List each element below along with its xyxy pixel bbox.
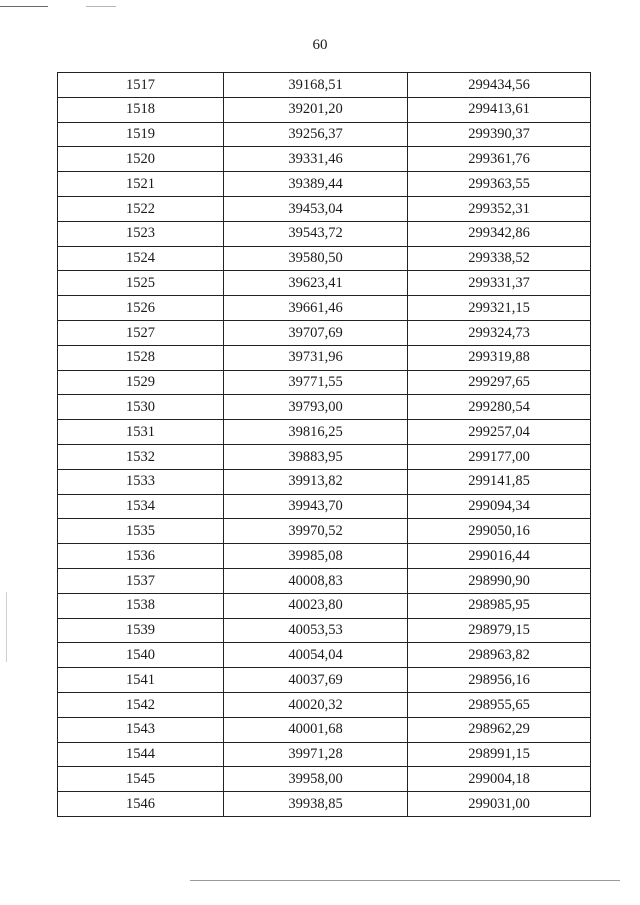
table-row	[58, 668, 591, 693]
x-coordinate-cell: 39816,25	[224, 420, 408, 445]
point-number-cell: 1544	[58, 742, 224, 767]
table-row	[58, 97, 591, 122]
point-number-cell: 1545	[58, 767, 224, 792]
x-coordinate-cell: 39389,44	[224, 172, 408, 197]
table-row	[58, 296, 591, 321]
y-coordinate-cell: 299031,00	[408, 792, 591, 817]
point-number-cell: 1524	[58, 246, 224, 271]
point-number-cell: 1532	[58, 444, 224, 469]
point-number-cell: 1540	[58, 643, 224, 668]
y-coordinate-cell: 299321,15	[408, 296, 591, 321]
x-coordinate-cell: 39201,20	[224, 97, 408, 122]
x-coordinate-cell: 39168,51	[224, 73, 408, 98]
y-coordinate-cell: 299352,31	[408, 196, 591, 221]
point-number-cell: 1539	[58, 618, 224, 643]
point-number-cell: 1533	[58, 469, 224, 494]
table-row	[58, 593, 591, 618]
point-number-cell: 1546	[58, 792, 224, 817]
x-coordinate-cell: 40008,83	[224, 568, 408, 593]
point-number-cell: 1531	[58, 420, 224, 445]
table-row	[58, 271, 591, 296]
y-coordinate-cell: 299413,61	[408, 97, 591, 122]
point-number-cell: 1534	[58, 494, 224, 519]
y-coordinate-cell: 298956,16	[408, 668, 591, 693]
coordinates-table	[57, 72, 591, 817]
x-coordinate-cell: 39793,00	[224, 395, 408, 420]
y-coordinate-cell: 299363,55	[408, 172, 591, 197]
x-coordinate-cell: 40054,04	[224, 643, 408, 668]
point-number-cell: 1537	[58, 568, 224, 593]
x-coordinate-cell: 39985,08	[224, 544, 408, 569]
y-coordinate-cell: 299280,54	[408, 395, 591, 420]
scan-artifact-line	[6, 592, 7, 662]
table-row	[58, 395, 591, 420]
x-coordinate-cell: 39938,85	[224, 792, 408, 817]
y-coordinate-cell: 298991,15	[408, 742, 591, 767]
table-row	[58, 420, 591, 445]
point-number-cell: 1517	[58, 73, 224, 98]
y-coordinate-cell: 298979,15	[408, 618, 591, 643]
y-coordinate-cell: 299324,73	[408, 320, 591, 345]
table-row	[58, 246, 591, 271]
point-number-cell: 1525	[58, 271, 224, 296]
table-row	[58, 717, 591, 742]
x-coordinate-cell: 39661,46	[224, 296, 408, 321]
point-number-cell: 1527	[58, 320, 224, 345]
y-coordinate-cell: 298990,90	[408, 568, 591, 593]
table-row	[58, 767, 591, 792]
x-coordinate-cell: 39971,28	[224, 742, 408, 767]
y-coordinate-cell: 298962,29	[408, 717, 591, 742]
point-number-cell: 1528	[58, 345, 224, 370]
point-number-cell: 1529	[58, 370, 224, 395]
point-number-cell: 1518	[58, 97, 224, 122]
x-coordinate-cell: 39256,37	[224, 122, 408, 147]
x-coordinate-cell: 39543,72	[224, 221, 408, 246]
y-coordinate-cell: 299257,04	[408, 420, 591, 445]
y-coordinate-cell: 298963,82	[408, 643, 591, 668]
point-number-cell: 1530	[58, 395, 224, 420]
table-row	[58, 469, 591, 494]
table-row	[58, 221, 591, 246]
x-coordinate-cell: 39731,96	[224, 345, 408, 370]
point-number-cell: 1520	[58, 147, 224, 172]
table-row	[58, 643, 591, 668]
x-coordinate-cell: 39913,82	[224, 469, 408, 494]
table-row	[58, 742, 591, 767]
y-coordinate-cell: 299434,56	[408, 73, 591, 98]
x-coordinate-cell: 39883,95	[224, 444, 408, 469]
table-row	[58, 320, 591, 345]
y-coordinate-cell: 299050,16	[408, 519, 591, 544]
point-number-cell: 1521	[58, 172, 224, 197]
point-number-cell: 1519	[58, 122, 224, 147]
y-coordinate-cell: 298985,95	[408, 593, 591, 618]
point-number-cell: 1538	[58, 593, 224, 618]
y-coordinate-cell: 299338,52	[408, 246, 591, 271]
table-row	[58, 196, 591, 221]
table-row	[58, 444, 591, 469]
table-row	[58, 73, 591, 98]
point-number-cell: 1543	[58, 717, 224, 742]
point-number-cell: 1523	[58, 221, 224, 246]
point-number-cell: 1526	[58, 296, 224, 321]
y-coordinate-cell: 299177,00	[408, 444, 591, 469]
y-coordinate-cell: 299331,37	[408, 271, 591, 296]
x-coordinate-cell: 40053,53	[224, 618, 408, 643]
y-coordinate-cell: 299094,34	[408, 494, 591, 519]
x-coordinate-cell: 39771,55	[224, 370, 408, 395]
scan-artifact-line	[0, 6, 48, 7]
y-coordinate-cell: 299319,88	[408, 345, 591, 370]
table-row	[58, 122, 591, 147]
table-row	[58, 147, 591, 172]
point-number-cell: 1522	[58, 196, 224, 221]
y-coordinate-cell: 298955,65	[408, 692, 591, 717]
y-coordinate-cell: 299297,65	[408, 370, 591, 395]
page-number: 60	[312, 37, 328, 53]
table-row	[58, 618, 591, 643]
x-coordinate-cell: 40020,32	[224, 692, 408, 717]
point-number-cell: 1542	[58, 692, 224, 717]
x-coordinate-cell: 40001,68	[224, 717, 408, 742]
point-number-cell: 1536	[58, 544, 224, 569]
table-row	[58, 568, 591, 593]
coordinates-table-body	[58, 73, 591, 817]
x-coordinate-cell: 40037,69	[224, 668, 408, 693]
table-row	[58, 494, 591, 519]
y-coordinate-cell: 299016,44	[408, 544, 591, 569]
scan-artifact-line	[190, 880, 620, 881]
y-coordinate-cell: 299361,76	[408, 147, 591, 172]
y-coordinate-cell: 299342,86	[408, 221, 591, 246]
table-row	[58, 792, 591, 817]
x-coordinate-cell: 39707,69	[224, 320, 408, 345]
x-coordinate-cell: 39958,00	[224, 767, 408, 792]
x-coordinate-cell: 39453,04	[224, 196, 408, 221]
x-coordinate-cell: 40023,80	[224, 593, 408, 618]
x-coordinate-cell: 39580,50	[224, 246, 408, 271]
x-coordinate-cell: 39331,46	[224, 147, 408, 172]
y-coordinate-cell: 299141,85	[408, 469, 591, 494]
y-coordinate-cell: 299004,18	[408, 767, 591, 792]
point-number-cell: 1541	[58, 668, 224, 693]
x-coordinate-cell: 39623,41	[224, 271, 408, 296]
x-coordinate-cell: 39970,52	[224, 519, 408, 544]
table-row	[58, 370, 591, 395]
y-coordinate-cell: 299390,37	[408, 122, 591, 147]
table-row	[58, 172, 591, 197]
point-number-cell: 1535	[58, 519, 224, 544]
table-row	[58, 692, 591, 717]
table-row	[58, 345, 591, 370]
table-row	[58, 544, 591, 569]
scan-artifact-line	[86, 6, 116, 7]
table-row	[58, 519, 591, 544]
x-coordinate-cell: 39943,70	[224, 494, 408, 519]
